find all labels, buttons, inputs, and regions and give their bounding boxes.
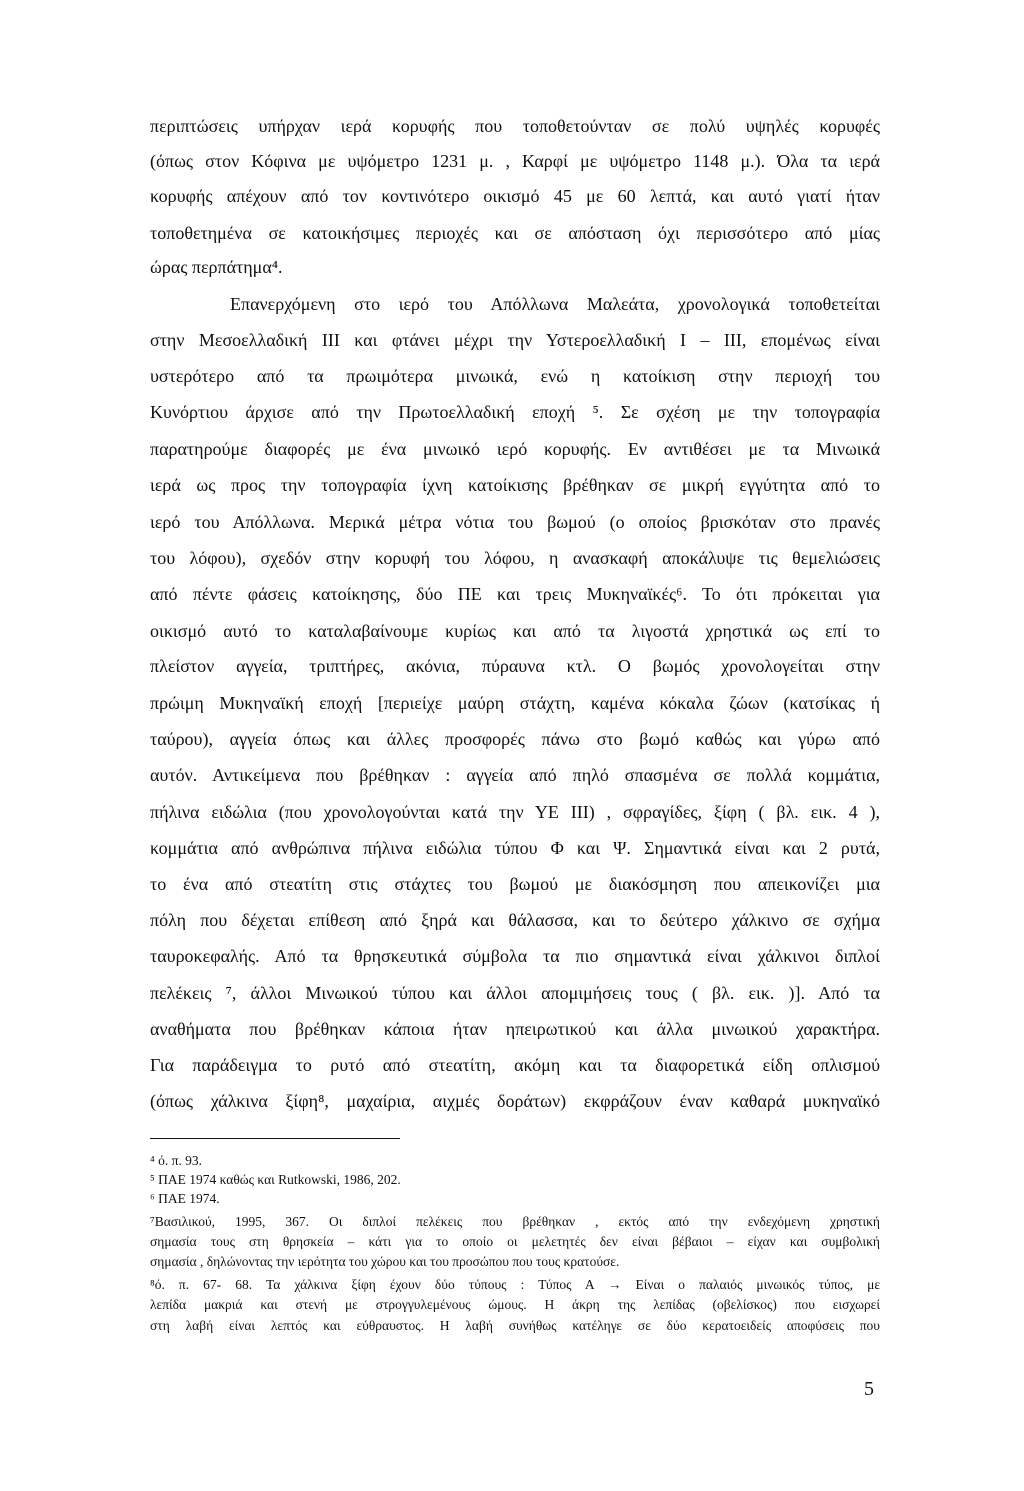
footnote-line: ⁵ ΠΑΕ 1974 καθώς και Rutkowski, 1986, 202. [150, 1172, 401, 1187]
body-line: (όπως στον Κόφινα με υψόμετρο 1231 μ. , Καρφί με υψόμετρο 1148 μ.). Όλα τα ιερά [150, 151, 880, 171]
body-line: κορυφής απέχουν από τον κοντινότερο οικισμό 45 με 60 λεπτά, και αυτό γιατί ήταν [150, 186, 880, 206]
body-line: ταυροκεφαλής. Από τα θρησκευτικά σύμβολα τα πιο σημαντικά είναι χάλκινοι διπλοί [150, 946, 880, 966]
page-number: 5 [864, 1378, 874, 1400]
footnote-line: ⁸ό. π. 67- 68. Τα χάλκινα ξίφη έχουν δύο τύπους : Τύπος Α → Είναι ο παλαιός μινωικός τύπος, με [150, 1277, 880, 1292]
body-line: περιπτώσεις υπήρχαν ιερά κορυφής που τοποθετούνταν σε πολύ υψηλές κορυφές [150, 116, 880, 136]
paragraph-first-line: Επανερχόμενη στο ιερό του Απόλλωνα Μαλεάτα, χρονολογικά τοποθετείται [230, 294, 880, 314]
footnote-line: σημασία , δηλώνοντας την ιερότητα του χώρου και του προσώπου που τους κρατούσε. [150, 1254, 620, 1269]
body-line: πελέκεις ⁷, άλλοι Μινωικού τύπου και άλλοι απομιμήσεις τους ( βλ. εικ. )]. Από τα [150, 983, 880, 1003]
footnote-line: ⁷Βασιλικού, 1995, 367. Οι διπλοί πελέκεις που βρέθηκαν , εκτός από την ενδεχόμενη χρηστική [150, 1214, 880, 1229]
body-line: το ένα από στεατίτη στις στάχτες του βωμού με διακόσμηση που απεικονίζει μια [150, 874, 880, 894]
body-line: αναθήματα που βρέθηκαν κάποια ήταν ηπειρωτικού και άλλα μινωικού χαρακτήρα. [150, 1019, 880, 1039]
body-line: στην Μεσοελλαδική ΙΙΙ και φτάνει μέχρι την Υστεροελλαδική Ι – ΙΙΙ, επομένως είναι [150, 330, 880, 350]
footnote-separator [150, 1138, 400, 1139]
body-line: κομμάτια από ανθρώπινα πήλινα ειδώλια τύπου Φ και Ψ. Σημαντικά είναι και 2 ρυτά, [150, 838, 880, 858]
body-line: του λόφου), σχεδόν στην κορυφή του λόφου, η ανασκαφή αποκάλυψε τις θεμελιώσεις [150, 548, 880, 568]
body-line: ιερά ως προς την τοπογραφία ίχνη κατοίκισης βρέθηκαν σε μικρή εγγύτητα από το [150, 475, 880, 495]
body-line: ιερό του Απόλλωνα. Μερικά μέτρα νότια του βωμού (ο οποίος βρισκόταν στο πρανές [150, 512, 880, 532]
body-line: οικισμό αυτό το καταλαβαίνουμε κυρίως και από τα λιγοστά χρηστικά ως επί το [150, 621, 880, 641]
footnote-line: ⁶ ΠΑΕ 1974. [150, 1191, 220, 1206]
footnote-line: στη λαβή είναι λεπτός και εύθραυστος. Η λαβή συνήθως κατέληγε σε δύο κερατοειδείς αποφύσεις που [150, 1318, 880, 1333]
footnote-line: σημασία τους στη θρησκεία – κάτι για το οποίο οι μελετητές δεν είναι βέβαιοι – είχαν και συμβολική [150, 1234, 880, 1249]
body-line: ταύρου), αγγεία όπως και άλλες προσφορές πάνω στο βωμό καθώς και γύρω από [150, 729, 880, 749]
body-line: υστερότερο από τα πρωιμότερα μινωικά, ενώ η κατοίκιση στην περιοχή του [150, 366, 880, 386]
body-line: αυτόν. Αντικείμενα που βρέθηκαν : αγγεία από πηλό σπασμένα σε πολλά κομμάτια, [150, 765, 880, 785]
body-line: (όπως χάλκινα ξίφη⁸, μαχαίρια, αιχμές δοράτων) εκφράζουν έναν καθαρά μυκηναϊκό [150, 1091, 880, 1111]
body-line: ώρας περπάτημα⁴. [150, 257, 283, 277]
body-line: τοποθετημένα σε κατοικήσιμες περιοχές και σε απόσταση όχι περισσότερο από μίας [150, 223, 880, 243]
body-line: Για παράδειγμα το ρυτό από στεατίτη, ακόμη και τα διαφορετικά είδη οπλισμού [150, 1055, 880, 1075]
body-line: πήλινα ειδώλια (που χρονολογούνται κατά την ΥΕ ΙΙΙ) , σφραγίδες, ξίφη ( βλ. εικ. 4 ), [150, 802, 880, 822]
body-line: πόλη που δέχεται επίθεση από ξηρά και θάλασσα, και το δεύτερο χάλκινο σε σχήμα [150, 910, 880, 930]
footnote-line: λεπίδα μακριά και στενή με στρογγυλεμένους ώμους. Η άκρη της λεπίδας (οβελίσκος) που εισχωρεί [150, 1297, 880, 1312]
body-line: από πέντε φάσεις κατοίκησης, δύο ΠΕ και τρεις Μυκηναϊκές⁶. Το ότι πρόκειται για [150, 584, 880, 604]
body-line: πλείστον αγγεία, τριπτήρες, ακόνια, πύραυνα κτλ. Ο βωμός χρονολογείται στην [150, 656, 880, 676]
footnote-line: ⁴ ό. π. 93. [150, 1153, 203, 1168]
body-line: παρατηρούμε διαφορές με ένα μινωικό ιερό κορυφής. Εν αντιθέσει με τα Μινωικά [150, 439, 880, 459]
body-line: Κυνόρτιου άρχισε από την Πρωτοελλαδική εποχή ⁵. Σε σχέση με την τοπογραφία [150, 402, 880, 422]
body-line: πρώιμη Μυκηναϊκή εποχή [περιείχε μαύρη στάχτη, καμένα κόκαλα ζώων (κατσίκας ή [150, 693, 880, 713]
